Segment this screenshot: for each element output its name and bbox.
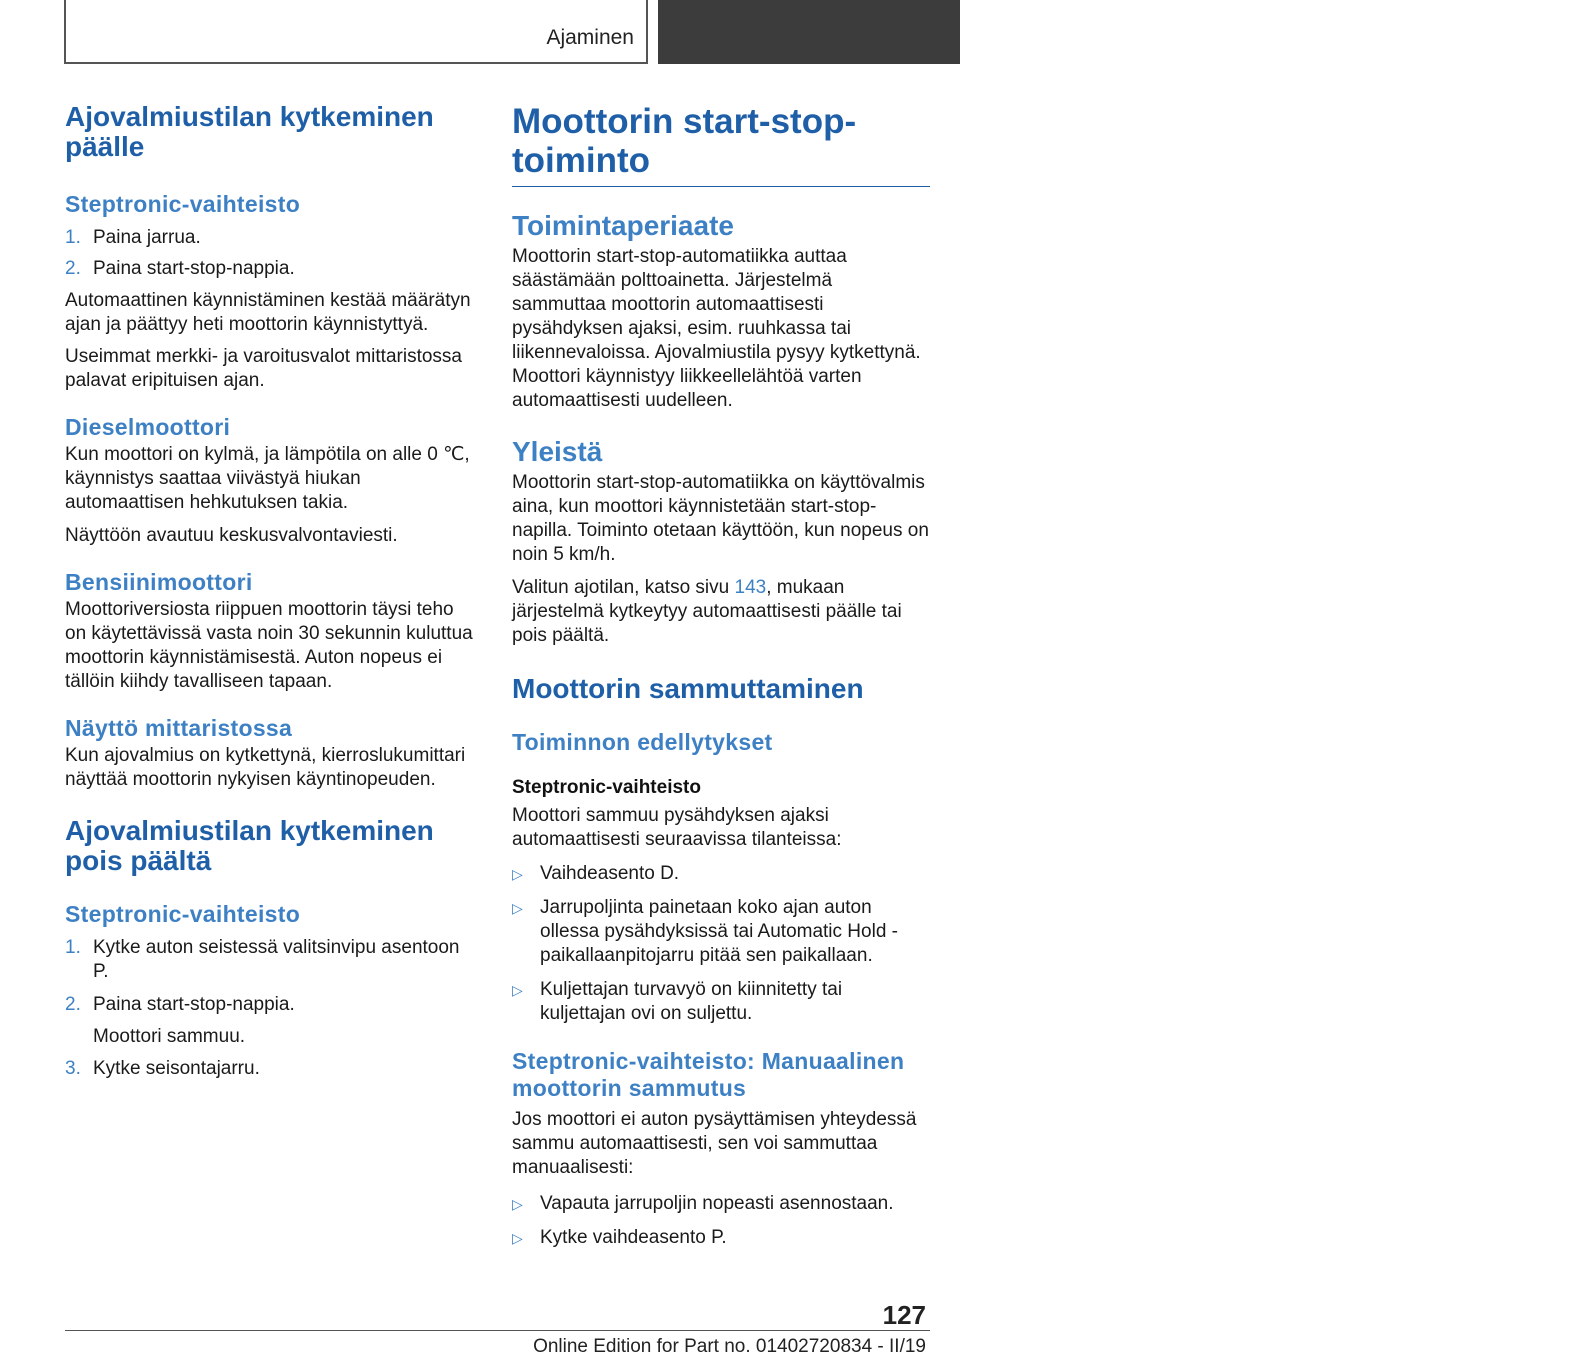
heading-engine-stop: Moottorin sammuttaminen — [512, 673, 864, 704]
list-item: 1. Kytke auton seistessä valitsinvipu asentoon P. — [65, 937, 460, 982]
paragraph: Valitun ajotilan, katso sivu 143, mukaan järjestelmä kytkeytyy automaattisesti päälle tai pois päältä. — [512, 577, 902, 646]
footer-edition: Online Edition for Part no. 01402720834 - II/19 — [533, 1336, 926, 1357]
list-item: ▷ Jarrupoljinta painetaan koko ajan auton ollessa pysähdyksissä tai Automatic Hold -paikallaanpitojarru pitää sen paikallaan. — [512, 897, 898, 966]
list-item: ▷ Vapauta jarrupoljin nopeasti asennostaan. — [512, 1193, 894, 1214]
paragraph: Useimmat merkki- ja varoitusvalot mittaristossa palavat eripituisen ajan. — [65, 346, 462, 391]
heading-display: Näyttö mittaristossa — [65, 715, 293, 741]
heading-steptronic-on: Steptronic-vaihteisto — [65, 191, 301, 217]
bullet-icon: ▷ — [512, 1230, 523, 1246]
list-item: 2. Paina start-stop-nappia. — [65, 994, 295, 1015]
bullet-icon: ▷ — [512, 900, 523, 916]
list-item: ▷ Kytke vaihdeasento P. — [512, 1227, 727, 1248]
main-heading-block — [512, 102, 930, 187]
paragraph: Kun moottori on kylmä, ja lämpötila on alle 0 ℃, käynnistys saattaa viivästyä hiukan automaattisen hehkutuksen takia. — [65, 444, 470, 513]
page-link[interactable]: 143 — [734, 577, 767, 598]
header-section-title: Ajaminen — [546, 26, 634, 49]
footer-divider — [65, 1330, 930, 1331]
list-item: 2. Paina start-stop-nappia. — [65, 258, 295, 279]
heading-ajovalmius-on: Ajovalmiustilan kytkeminen päälle — [65, 101, 434, 162]
bullet-icon: ▷ — [512, 982, 523, 998]
paragraph: Moottorin start-stop-automatiikka on käyttövalmis aina, kun moottori käynnistetään start-stop-napilla. Toiminto otetaan käyttöön, kun nopeus on noin 5 km/h. — [512, 472, 929, 565]
pointing-hand-icon — [1554, 22, 1580, 52]
heading-steptronic-off: Steptronic-vaihteisto — [65, 901, 301, 927]
header-chapter-title: KÄYTTÖ — [1448, 30, 1539, 53]
heading-general: Yleistä — [512, 436, 603, 467]
bullet-icon: ▷ — [512, 1196, 523, 1212]
paragraph: Kun ajovalmius on kytkettynä, kierroslukumittari näyttää moottorin nykyisen käyntinopeuden. — [65, 745, 466, 790]
header-section-box — [64, 0, 648, 64]
heading-cond-steptronic: Steptronic-vaihteisto — [512, 777, 701, 798]
heading-start-stop: Moottorin start-stop-toiminto — [512, 102, 857, 180]
list-item: ▷ Kuljettajan turvavyö on kiinnitetty tai kuljettajan ovi on suljettu. — [512, 979, 843, 1024]
list-item: 1. Paina jarrua. — [65, 227, 201, 248]
heading-petrol: Bensiinimoottori — [65, 569, 253, 595]
paragraph: Moottori sammuu pysähdyksen ajaksi automaattisesti seuraavissa tilanteissa: — [512, 805, 842, 850]
step-note: Moottori sammuu. — [93, 1026, 246, 1047]
bullet-icon: ▷ — [512, 866, 523, 882]
paragraph: Näyttöön avautuu keskusvalvontaviesti. — [65, 525, 398, 546]
list-item: ▷ Vaihdeasento D. — [512, 863, 680, 884]
paragraph: Jos moottori ei auton pysäyttämisen yhteydessä sammu automaattisesti, sen voi sammuttaa manuaalisesti: — [512, 1109, 917, 1178]
paragraph: Moottoriversiosta riippuen moottorin täysi teho on käytettävissä vasta noin 30 sekunnin kuluttua moottorin käynnistämisestä. Auton nopeus ei tällöin kiihdy tavalliseen tapaan. — [65, 599, 473, 692]
heading-ajovalmius-off: Ajovalmiustilan kytkeminen pois päältä — [65, 815, 434, 876]
heading-diesel: Dieselmoottori — [65, 414, 231, 440]
right-column — [512, 102, 930, 1250]
heading-manual-stop: Steptronic-vaihteisto: Manuaalinen moottorin sammutus — [512, 1048, 905, 1101]
left-column — [65, 102, 480, 1081]
page-number: 127 — [882, 1300, 926, 1330]
list-item: 3. Kytke seisontajarru. — [65, 1058, 260, 1079]
paragraph: Automaattinen käynnistäminen kestää määrätyn ajan ja päättyy heti moottorin käynnistyttyä. — [65, 290, 471, 335]
heading-conditions: Toiminnon edellytykset — [512, 729, 773, 755]
header-chapter-tab[interactable] — [658, 0, 1539, 64]
heading-principle: Toimintaperiaate — [512, 210, 734, 241]
paragraph: Moottorin start-stop-automatiikka auttaa säästämään polttoainetta. Järjestelmä sammuttaa moottorin automaattisesti pysähdyksen ajaksi, esim. ruuhkassa tai liikennevaloissa. Ajovalmiustila pysyy kytkettynä. Moottori käynnistyy liikkeellelähtöä varten automaattisesti uudelleen. — [512, 246, 921, 411]
